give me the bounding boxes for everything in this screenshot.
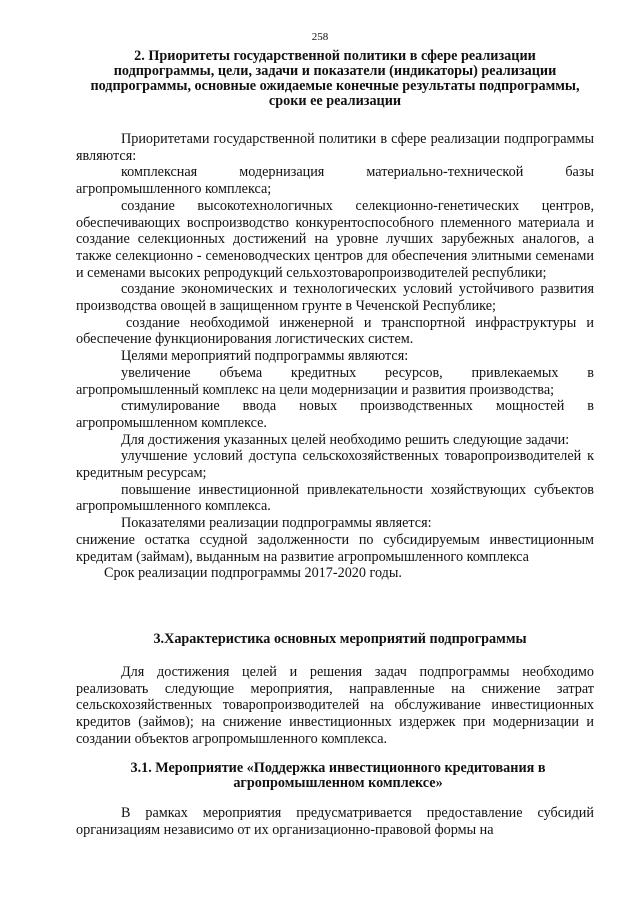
section-3-1-heading: 3.1. Мероприятие «Поддержка инвестиционного кредитования в агропромышленном комплексе» xyxy=(130,760,546,791)
paragraph-priorities-intro: Приоритетами государственной политики в сфере реализации подпрограммы являются: xyxy=(76,131,594,164)
paragraph-timeframe: Срок реализации подпрограммы 2017-2020 годы. xyxy=(104,565,402,582)
paragraph-goal-credit: увеличение объема кредитных ресурсов, привлекаемых в агропромышленный комплекс на цели модернизации и развития производства; xyxy=(76,364,594,398)
paragraph-indicator-debt: снижение остатка ссудной задолженности по субсидируемым инвестиционным кредитам (займам), выданным на развитие агропромышленного комплекса xyxy=(76,531,594,565)
section-3-body xyxy=(76,664,594,748)
page-number: 258 xyxy=(311,31,329,43)
paragraph-task-credit-access: улучшение условий доступа сельскохозяйственных товаропроизводителей к кредитным ресурсам; xyxy=(76,448,594,482)
paragraph-task-investment: повышение инвестиционной привлекательности хозяйствующих субъектов агропромышленного комплекса. xyxy=(76,481,594,515)
paragraph-tasks-intro: Для достижения указанных целей необходимо решить следующие задачи: xyxy=(121,431,570,448)
section-2-body xyxy=(76,131,594,582)
paragraph-priority-infrastructure: создание необходимой инженерной и транспортной инфраструктуры и обеспечение функционирования логистических систем. xyxy=(76,314,594,348)
section-2-heading: 2. Приоритеты государственной политики в сфере реализации подпрограммы, цели, задачи и показатели (индикаторы) реализации подпрограммы, основные ожидаемые конечные результаты подпрограммы, сроки ее реализации xyxy=(90,48,580,109)
paragraph-priority-selection-centers: создание высокотехнологичных селекционно-генетических центров, обеспечивающих воспроизводство конкурентоспособного племенного материала и создание селекционных достижений на уровне лучших зарубежных аналогов, а также селекционно - семеноводческих центров для обеспечения элитными семенами и семенами высоких репродукций сельхозтоваропроизводителей республики; xyxy=(76,197,594,281)
paragraph-goals-intro: Целями мероприятий подпрограммы являются: xyxy=(121,348,409,365)
paragraph-priority-modernization: комплексная модернизация материально-технической базы агропромышленного комплекса; xyxy=(76,164,594,198)
section-3-1-body xyxy=(76,805,594,838)
paragraph-goal-capacity: стимулирование ввода новых производственных мощностей в агропромышленном комплексе. xyxy=(76,398,594,431)
paragraph-subsidies: В рамках мероприятия предусматривается предоставление субсидий организациям независимо от их организационно-правовой формы на xyxy=(76,805,594,838)
section-3-heading: 3.Характеристика основных мероприятий подпрограммы xyxy=(153,631,527,647)
paragraph-priority-greenhouse: создание экономических и технологических условий устойчивого развития производства овощей в защищенном грунте в Чеченской Республике; xyxy=(76,281,594,315)
paragraph-activities: Для достижения целей и решения задач подпрограммы необходимо реализовать следующие мероприятия, направленные на снижение затрат сельскохозяйственных товаропроизводителей на обслуживание инвестиционных кредитов (займов); на снижение инвестиционных издержек при модернизации и создании объектов агропромышленного комплекса. xyxy=(76,664,594,747)
paragraph-indicators-intro: Показателями реализации подпрограммы является: xyxy=(121,515,432,532)
